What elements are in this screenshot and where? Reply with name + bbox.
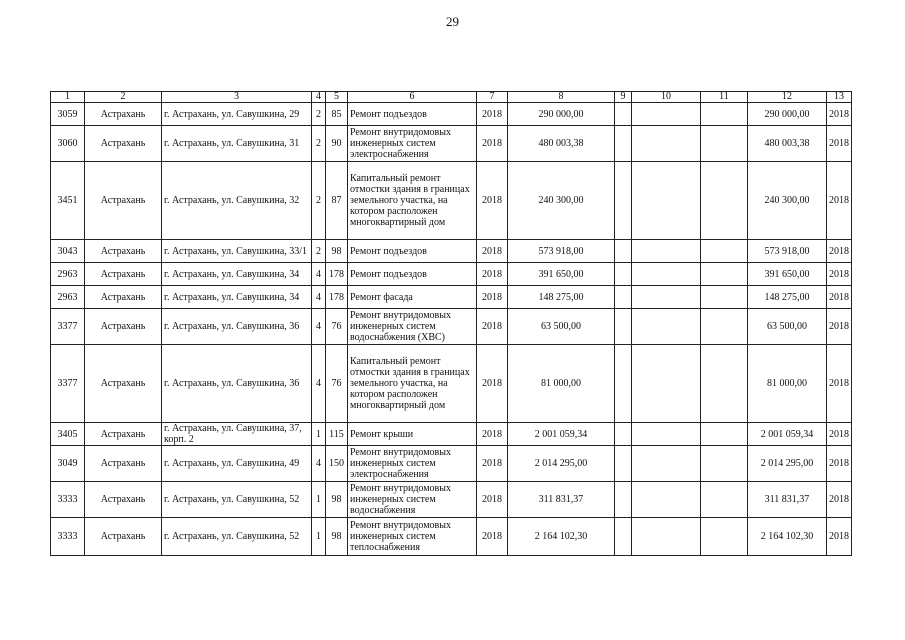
work-type-cell: Ремонт подъездов: [348, 240, 477, 263]
empty-cell: [615, 423, 632, 446]
empty-cell: [701, 162, 748, 240]
registry-id-cell: 3059: [51, 103, 85, 126]
total-cost-cell: 573 918,00: [508, 240, 615, 263]
city-cell: Астрахань: [85, 263, 162, 286]
registry-id-cell: 2963: [51, 286, 85, 309]
column-number: 7: [477, 92, 508, 103]
city-cell: Астрахань: [85, 286, 162, 309]
address-cell: г. Астрахань, ул. Савушкина, 36: [162, 345, 312, 423]
cost-cell: 2 164 102,30: [748, 518, 827, 556]
year-cell: 2018: [477, 518, 508, 556]
floors-cell: 4: [312, 345, 326, 423]
work-type-cell: Ремонт внутридомовых инженерных систем электроснабжения: [348, 126, 477, 162]
cost-cell: 480 003,38: [748, 126, 827, 162]
cost-cell: 81 000,00: [748, 345, 827, 423]
total-cost-cell: 240 300,00: [508, 162, 615, 240]
table-row: [51, 423, 852, 446]
floors-cell: 2: [312, 103, 326, 126]
year-cell: 2018: [827, 423, 852, 446]
work-type-cell: Ремонт внутридомовых инженерных систем водоснабжения (ХВС): [348, 309, 477, 345]
year-cell: 2018: [827, 263, 852, 286]
registry-id-cell: 3333: [51, 518, 85, 556]
cost-cell: 391 650,00: [748, 263, 827, 286]
table-row: [51, 263, 852, 286]
city-cell: Астрахань: [85, 446, 162, 482]
repair-register-table: [50, 91, 852, 556]
cost-cell: 573 918,00: [748, 240, 827, 263]
empty-cell: [701, 423, 748, 446]
total-cost-cell: 290 000,00: [508, 103, 615, 126]
total-cost-cell: 391 650,00: [508, 263, 615, 286]
column-number: 4: [312, 92, 326, 103]
year-cell: 2018: [477, 345, 508, 423]
empty-cell: [632, 126, 701, 162]
city-cell: Астрахань: [85, 103, 162, 126]
empty-cell: [615, 162, 632, 240]
empty-cell: [632, 345, 701, 423]
total-cost-cell: 2 164 102,30: [508, 518, 615, 556]
column-number: 8: [508, 92, 615, 103]
header-row: [51, 92, 852, 103]
table-row: [51, 446, 852, 482]
work-type-cell: Капитальный ремонт отмостки здания в границах земельного участка, на котором расположен многоквартирный дом: [348, 345, 477, 423]
empty-cell: [701, 345, 748, 423]
year-cell: 2018: [477, 423, 508, 446]
work-type-cell: Капитальный ремонт отмостки здания в границах земельного участка, на котором расположен многоквартирный дом: [348, 162, 477, 240]
number-cell: 76: [326, 309, 348, 345]
work-type-cell: Ремонт внутридомовых инженерных систем электроснабжения: [348, 446, 477, 482]
address-cell: г. Астрахань, ул. Савушкина, 31: [162, 126, 312, 162]
empty-cell: [701, 240, 748, 263]
year-cell: 2018: [477, 126, 508, 162]
cost-cell: 240 300,00: [748, 162, 827, 240]
number-cell: 98: [326, 240, 348, 263]
year-cell: 2018: [477, 446, 508, 482]
empty-cell: [632, 286, 701, 309]
address-cell: г. Астрахань, ул. Савушкина, 32: [162, 162, 312, 240]
year-cell: 2018: [827, 240, 852, 263]
empty-cell: [632, 446, 701, 482]
table-row: [51, 126, 852, 162]
address-cell: г. Астрахань, ул. Савушкина, 49: [162, 446, 312, 482]
number-cell: 90: [326, 126, 348, 162]
empty-cell: [615, 345, 632, 423]
number-cell: 150: [326, 446, 348, 482]
empty-cell: [701, 126, 748, 162]
floors-cell: 4: [312, 263, 326, 286]
empty-cell: [615, 286, 632, 309]
registry-id-cell: 3049: [51, 446, 85, 482]
year-cell: 2018: [477, 240, 508, 263]
registry-id-cell: 2963: [51, 263, 85, 286]
empty-cell: [632, 103, 701, 126]
column-number: 5: [326, 92, 348, 103]
empty-cell: [701, 309, 748, 345]
page-number: 29: [446, 14, 459, 29]
empty-cell: [615, 263, 632, 286]
table-row: [51, 518, 852, 556]
city-cell: Астрахань: [85, 518, 162, 556]
empty-cell: [615, 446, 632, 482]
address-cell: г. Астрахань, ул. Савушкина, 34: [162, 263, 312, 286]
year-cell: 2018: [827, 103, 852, 126]
empty-cell: [701, 518, 748, 556]
year-cell: 2018: [827, 126, 852, 162]
total-cost-cell: 2 014 295,00: [508, 446, 615, 482]
column-number: 13: [827, 92, 852, 103]
address-cell: г. Астрахань, ул. Савушкина, 29: [162, 103, 312, 126]
year-cell: 2018: [477, 162, 508, 240]
column-number: 1: [51, 92, 85, 103]
registry-id-cell: 3060: [51, 126, 85, 162]
registry-id-cell: 3377: [51, 345, 85, 423]
address-cell: г. Астрахань, ул. Савушкина, 52: [162, 482, 312, 518]
column-number: 3: [162, 92, 312, 103]
empty-cell: [701, 446, 748, 482]
address-cell: г. Астрахань, ул. Савушкина, 34: [162, 286, 312, 309]
work-type-cell: Ремонт внутридомовых инженерных систем водоснабжения: [348, 482, 477, 518]
column-number: 6: [348, 92, 477, 103]
year-cell: 2018: [477, 309, 508, 345]
column-number: 9: [615, 92, 632, 103]
cost-cell: 311 831,37: [748, 482, 827, 518]
number-cell: 98: [326, 482, 348, 518]
total-cost-cell: 311 831,37: [508, 482, 615, 518]
total-cost-cell: 148 275,00: [508, 286, 615, 309]
column-number: 10: [632, 92, 701, 103]
empty-cell: [701, 286, 748, 309]
empty-cell: [632, 518, 701, 556]
city-cell: Астрахань: [85, 309, 162, 345]
table-row: [51, 482, 852, 518]
year-cell: 2018: [477, 103, 508, 126]
number-cell: 178: [326, 263, 348, 286]
year-cell: 2018: [477, 263, 508, 286]
empty-cell: [701, 103, 748, 126]
number-cell: 87: [326, 162, 348, 240]
year-cell: 2018: [477, 286, 508, 309]
city-cell: Астрахань: [85, 423, 162, 446]
total-cost-cell: 63 500,00: [508, 309, 615, 345]
city-cell: Астрахань: [85, 345, 162, 423]
number-cell: 98: [326, 518, 348, 556]
work-type-cell: Ремонт крыши: [348, 423, 477, 446]
city-cell: Астрахань: [85, 240, 162, 263]
city-cell: Астрахань: [85, 482, 162, 518]
table-row: [51, 286, 852, 309]
cost-cell: 2 014 295,00: [748, 446, 827, 482]
empty-cell: [615, 309, 632, 345]
registry-id-cell: 3405: [51, 423, 85, 446]
cost-cell: 63 500,00: [748, 309, 827, 345]
cost-cell: 148 275,00: [748, 286, 827, 309]
table-row: [51, 345, 852, 423]
year-cell: 2018: [827, 309, 852, 345]
empty-cell: [632, 423, 701, 446]
city-cell: Астрахань: [85, 162, 162, 240]
cost-cell: 290 000,00: [748, 103, 827, 126]
address-cell: г. Астрахань, ул. Савушкина, 37, корп. 2: [162, 423, 312, 446]
registry-id-cell: 3043: [51, 240, 85, 263]
empty-cell: [632, 482, 701, 518]
year-cell: 2018: [477, 482, 508, 518]
number-cell: 76: [326, 345, 348, 423]
floors-cell: 1: [312, 482, 326, 518]
empty-cell: [632, 263, 701, 286]
year-cell: 2018: [827, 518, 852, 556]
address-cell: г. Астрахань, ул. Савушкина, 33/1: [162, 240, 312, 263]
table-row: [51, 240, 852, 263]
address-cell: г. Астрахань, ул. Савушкина, 52: [162, 518, 312, 556]
empty-cell: [615, 126, 632, 162]
column-number: 2: [85, 92, 162, 103]
year-cell: 2018: [827, 286, 852, 309]
year-cell: 2018: [827, 162, 852, 240]
floors-cell: 2: [312, 162, 326, 240]
table-row: [51, 309, 852, 345]
total-cost-cell: 2 001 059,34: [508, 423, 615, 446]
work-type-cell: Ремонт подъездов: [348, 263, 477, 286]
number-cell: 115: [326, 423, 348, 446]
empty-cell: [701, 482, 748, 518]
table-row: [51, 162, 852, 240]
floors-cell: 4: [312, 309, 326, 345]
empty-cell: [632, 309, 701, 345]
floors-cell: 4: [312, 286, 326, 309]
empty-cell: [615, 518, 632, 556]
empty-cell: [632, 162, 701, 240]
floors-cell: 2: [312, 126, 326, 162]
empty-cell: [615, 103, 632, 126]
city-cell: Астрахань: [85, 126, 162, 162]
floors-cell: 4: [312, 446, 326, 482]
year-cell: 2018: [827, 446, 852, 482]
empty-cell: [701, 263, 748, 286]
total-cost-cell: 81 000,00: [508, 345, 615, 423]
number-cell: 178: [326, 286, 348, 309]
empty-cell: [615, 240, 632, 263]
column-number: 12: [748, 92, 827, 103]
floors-cell: 1: [312, 423, 326, 446]
work-type-cell: Ремонт внутридомовых инженерных систем теплоснабжения: [348, 518, 477, 556]
column-number: 11: [701, 92, 748, 103]
floors-cell: 1: [312, 518, 326, 556]
year-cell: 2018: [827, 482, 852, 518]
registry-id-cell: 3333: [51, 482, 85, 518]
year-cell: 2018: [827, 345, 852, 423]
address-cell: г. Астрахань, ул. Савушкина, 36: [162, 309, 312, 345]
cost-cell: 2 001 059,34: [748, 423, 827, 446]
empty-cell: [615, 482, 632, 518]
work-type-cell: Ремонт подъездов: [348, 103, 477, 126]
registry-id-cell: 3451: [51, 162, 85, 240]
empty-cell: [632, 240, 701, 263]
total-cost-cell: 480 003,38: [508, 126, 615, 162]
floors-cell: 2: [312, 240, 326, 263]
number-cell: 85: [326, 103, 348, 126]
table-row: [51, 103, 852, 126]
registry-id-cell: 3377: [51, 309, 85, 345]
work-type-cell: Ремонт фасада: [348, 286, 477, 309]
